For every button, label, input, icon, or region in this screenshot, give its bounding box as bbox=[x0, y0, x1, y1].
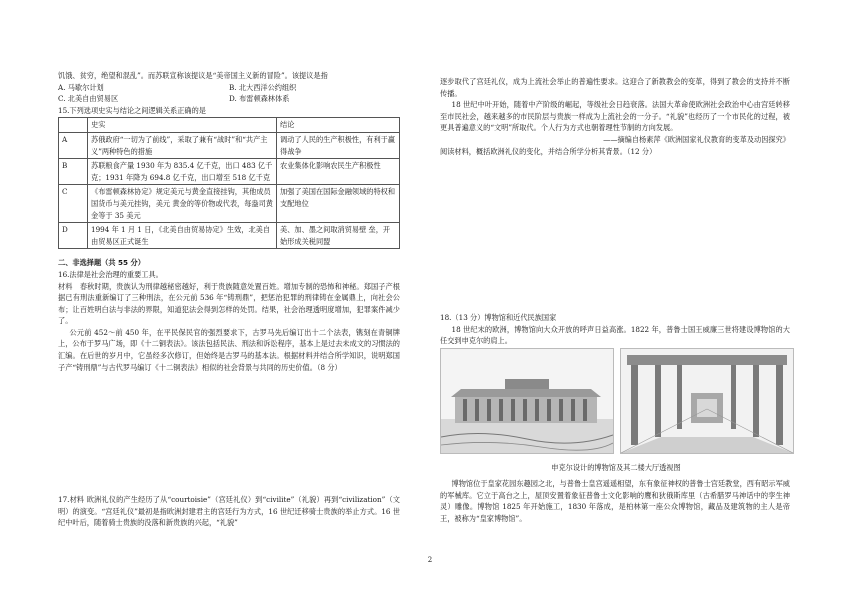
figure-row bbox=[440, 348, 792, 452]
row-key: A bbox=[59, 132, 88, 158]
q16-material-1: 材料 春秋时期，贵族认为刑律越秘密越好，利于贵族随意处置百姓。增加专制的恐怖和神秘。郑国子产根据已有刑法重新编订了三种刑法，在公元前 536 年“铸刑鼎”，把惩治犯罪的刑律铸在金属鼎上，向社会公布；让百姓明白法与非法的界限，知道犯法会得到怎样的处罚。结果，社会治理透明度增加，犯罪案件减少了。 bbox=[58, 281, 400, 326]
right-column-top bbox=[440, 76, 790, 157]
row-fact: 苏俄政府“一切为了前线”，采取了兼有“战时”和“共产主义”两种特色的措施 bbox=[88, 132, 277, 158]
section-heading: 二、非选择题（共 55 分） bbox=[58, 258, 145, 268]
museum-hall-perspective-illustration bbox=[620, 348, 794, 454]
table-row bbox=[59, 132, 400, 158]
q18-material-2: 博物馆位于皇家花园东趣园之北，与普鲁士皇宫遥遥相望，东有象征神权的普鲁士宫廷教堂，西有昭示军威的军械库。它立于高台之上，屋顶安置着象征普鲁士文化影响的鹰和狄俄斯库里（古希腊罗马神话中的孪生神灵）雕像。博物馆 1825 年开始施工，1830 年落成，是柏林第一座公众博物馆，藏品及建筑物的主人是帝王，被称为“皇家博物馆”。 bbox=[440, 479, 790, 523]
table-row bbox=[59, 185, 400, 223]
q18-title: 18.（13 分）博物馆和近代民族国家 bbox=[440, 313, 557, 322]
figure-caption: 申克尔设计的博物馆及其二楼大厅透视图 bbox=[551, 463, 681, 472]
table-header-cell bbox=[59, 118, 88, 133]
row-fact: 《布雷顿森林协定》规定美元与黄金直接挂钩，其他成员国货币与美元挂钩，美元 黄金的等价物或代表，每盎司黄金等于 35 美元 bbox=[88, 185, 277, 223]
q17-material-cont: 逐步取代了宫廷礼仪，成为上流社会举止的普遍性要求。这迎合了新教教会的变革，得到了教会的支持并不断传播。 bbox=[440, 77, 790, 98]
q14-option-a: A. 马歇尔计划 bbox=[58, 82, 104, 92]
page-number: 2 bbox=[427, 556, 433, 564]
row-fact: 1994 年 1 月 1 日，《北美自由贸易协定》生效，北美自 由贸易区正式诞生 bbox=[88, 223, 277, 249]
row-conclusion: 调动了人民的生产积极性，有利于赢得战争 bbox=[277, 132, 400, 158]
row-key: B bbox=[59, 159, 88, 185]
row-conclusion: 加强了美国在国际金融领域的特权和支配地位 bbox=[277, 185, 400, 223]
q18-header-block bbox=[440, 312, 790, 347]
q17-question: 阅读材料，概括欧洲礼仪的变化，并结合所学分析其背景。（12 分） bbox=[440, 146, 657, 156]
q18-material-1: 18 世纪末的欧洲，博物馆向大众开放的呼声日益高涨。1822 年，普鲁士国王威廉三世将建设博物馆的大任交到申克尔的肩上。 bbox=[440, 324, 790, 346]
row-key: C bbox=[59, 185, 88, 223]
row-conclusion: 农业集体化影响农民生产积极性 bbox=[277, 159, 400, 185]
left-column bbox=[58, 70, 400, 373]
q14-stem-tail: 饥饿、贫穷，绝望和混乱”。而苏联宣称该提议是“美帝国主义新的冒险”。该提议是指 bbox=[58, 71, 328, 80]
table-header-cell: 结论 bbox=[277, 118, 400, 133]
table-row bbox=[59, 223, 400, 249]
q17-citation: ——摘编自杨素萍《欧洲国家礼仪教育的变革及动因探究》 bbox=[603, 134, 790, 144]
q14-option-d: D. 布雷顿森林体系 bbox=[229, 94, 290, 104]
q17-material-1: 17.材料 欧洲礼仪的产生经历了从“courtoisie”（宫廷礼仪）到“civilite”（礼貌）再到“civilization”（文明）的演变。“宫廷礼仪”最初是指欧洲封建君主的宫廷行为方式，16 世纪迁移骑士贵族的举止方式。16 世纪中叶后，随着骑士贵族的没落和新贵族的兴起，“礼貌” bbox=[58, 495, 400, 528]
table-header-row bbox=[59, 118, 400, 133]
row-key: D bbox=[59, 223, 88, 249]
table-row bbox=[59, 159, 400, 185]
q14-options bbox=[58, 82, 400, 105]
q16-material-2: 公元前 452～前 450 年，在平民保民官的强烈要求下，古罗马先后编订出十二个法表，镌刻在青铜牌上，公布于罗马广场，即《十二铜表法》。该法包括民法、刑法和诉讼程序，基本上是过去未成文的习惯法的汇编。在后世的岁月中，它虽经多次修订，但始终是古罗马的基本法。根据材料并结合所学知识，说明郑国子产“铸刑鼎”与古代罗马编订《十二铜表法》相似的社会背景与共同的历史价值。（8 分） bbox=[58, 327, 400, 372]
q15-stem: 15.下列选项史实与结论之间逻辑关系正确的是 bbox=[58, 105, 206, 115]
q17-material-2: 18 世纪中叶开始，随着中产阶级的崛起，等级社会日趋衰落。法国大革命使欧洲社会政治中心由宫廷转移至市民社会，越来越多的市民阶层与贵族一样成为上流社会的一分子。“礼貌”也经历了一个市民化的过程，被更具普遍意义的“文明”所取代。个人行为方式也朝着理性节制的方向发展。 bbox=[440, 100, 790, 133]
row-fact: 苏联粮食产量 1930 年为 835.4 亿千克，出口 483 亿千克；1931 年降为 694.8 亿千克，出口增至 518 亿千克 bbox=[88, 159, 277, 185]
q17-block bbox=[58, 494, 400, 529]
row-conclusion: 美、加、墨之间取消贸易壁 垒，开始形成关税同盟 bbox=[277, 223, 400, 249]
q14-option-b: B. 北大西洋公约组织 bbox=[229, 82, 297, 92]
museum-exterior-illustration bbox=[440, 348, 614, 454]
q14-option-c: C. 北美自由贸易区 bbox=[58, 94, 119, 104]
q16-title: 16.法律是社会治理的重要工具。 bbox=[58, 269, 163, 279]
q18-body bbox=[440, 478, 790, 524]
q15-table bbox=[58, 117, 400, 249]
table-header-cell: 史实 bbox=[88, 118, 277, 133]
